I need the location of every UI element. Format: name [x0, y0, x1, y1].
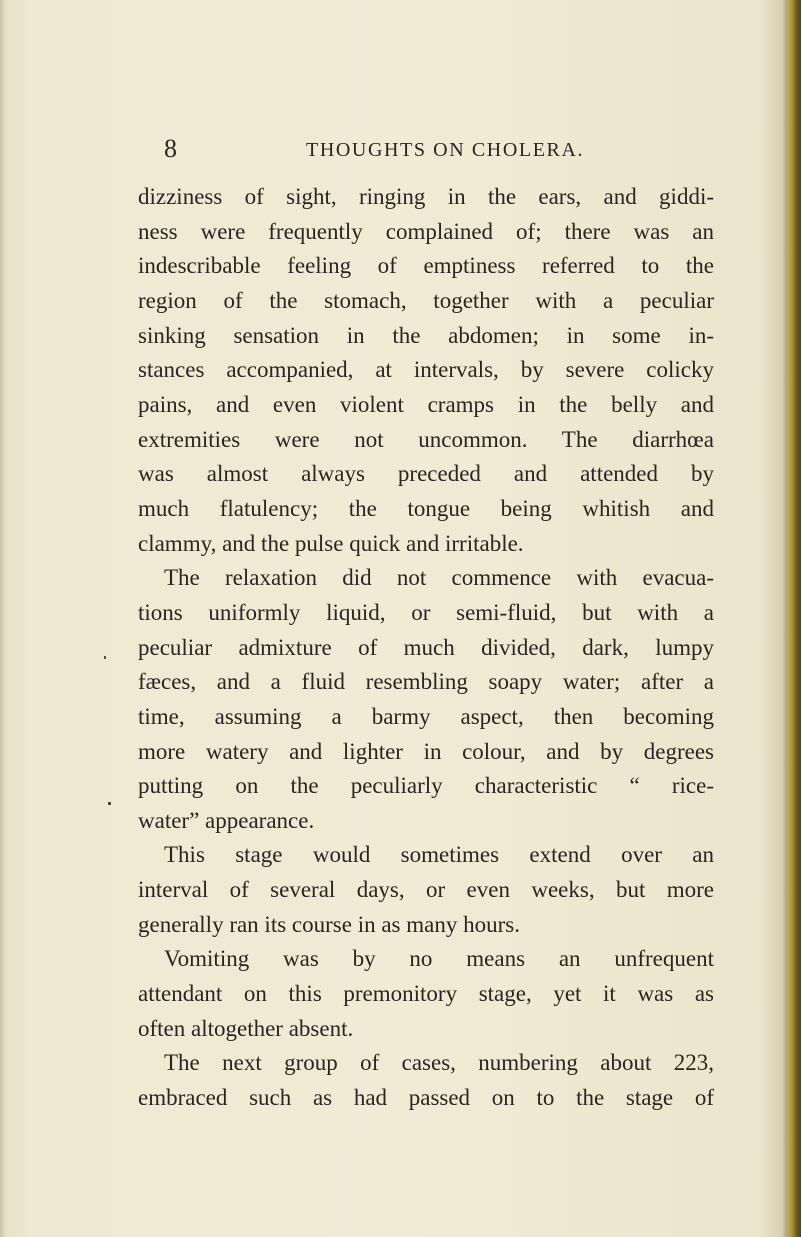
text-line: generally ran its course in as many hours. — [138, 911, 520, 937]
text-line: extremities were not uncommon. The diarrhœa — [138, 426, 714, 452]
text-line: indescribable feeling of emptiness referred to the — [138, 253, 714, 279]
text-line: interval of several days, or even weeks, but more — [138, 877, 714, 903]
text-line: clammy, and the pulse quick and irritable. — [138, 530, 524, 556]
text-line: water” appearance. — [138, 807, 315, 833]
body-text — [138, 180, 714, 1116]
text-line: attendant on this premonitory stage, yet it was as — [138, 981, 714, 1007]
page-left-edge — [0, 0, 6, 1237]
text-line: peculiar admixture of much divided, dark, lumpy — [138, 634, 714, 660]
text-line: The relaxation did not commence with evacua- — [164, 565, 714, 591]
text-line: pains, and even violent cramps in the belly and — [138, 391, 714, 417]
text-line: tions uniformly liquid, or semi-fluid, but with a — [138, 599, 714, 625]
text-line: more watery and lighter in colour, and by degrees — [138, 738, 714, 764]
page-header — [0, 132, 801, 168]
text-line: sinking sensation in the abdomen; in some in- — [138, 322, 714, 348]
text-line: much flatulency; the tongue being whitish and — [138, 495, 714, 521]
text-line: stances accompanied, at intervals, by severe colicky — [138, 357, 714, 383]
text-line: The next group of cases, numbering about 223, — [164, 1050, 714, 1076]
text-line: dizziness of sight, ringing in the ears, and giddi- — [138, 184, 714, 209]
text-line: region of the stomach, together with a peculiar — [138, 287, 714, 313]
book-spine-edge — [787, 0, 801, 1237]
page-number: 8 — [164, 134, 177, 163]
text-line: ness were frequently complained of; there was an — [138, 218, 714, 244]
running-head: THOUGHTS ON CHOLERA. — [306, 139, 585, 161]
margin-speck — [104, 656, 106, 659]
text-line: was almost always preceded and attended by — [138, 461, 714, 487]
text-line: putting on the peculiarly characteristic “ rice- — [138, 773, 714, 799]
margin-speck — [108, 802, 111, 805]
text-line: This stage would sometimes extend over an — [164, 842, 714, 868]
text-line: time, assuming a barmy aspect, then becoming — [138, 703, 714, 729]
text-line: Vomiting was by no means an unfrequent — [164, 946, 714, 972]
text-line: often altogether absent. — [138, 1015, 354, 1041]
text-line: fæces, and a fluid resembling soapy water; after a — [138, 669, 714, 695]
text-line: embraced such as had passed on to the stage of — [138, 1085, 714, 1111]
